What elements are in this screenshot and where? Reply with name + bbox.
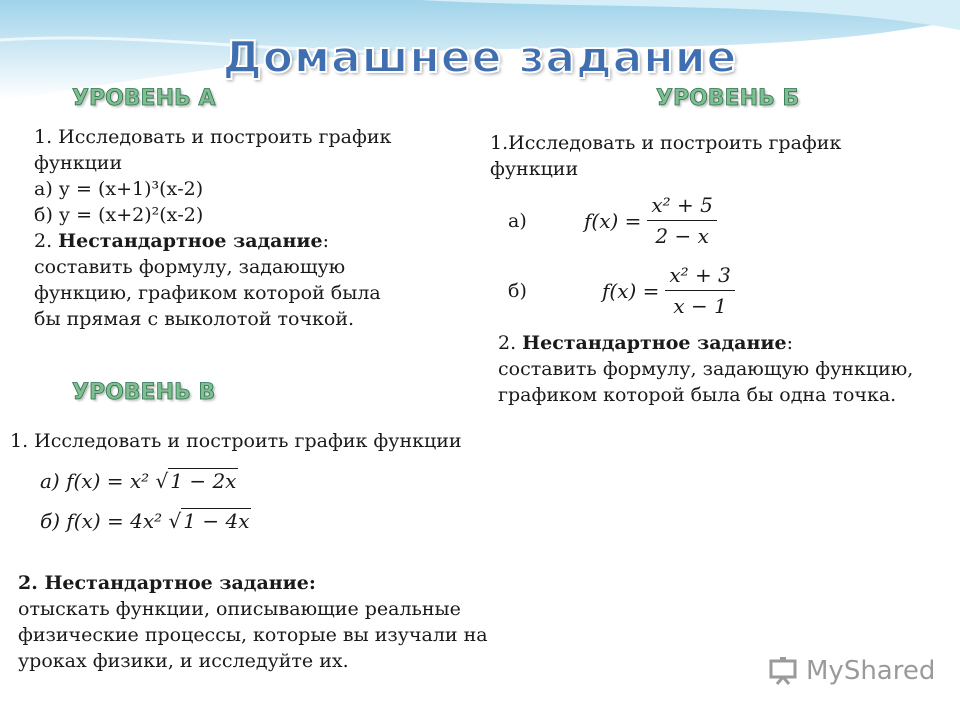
sqrt-radicand: 1 − 4x xyxy=(183,509,250,533)
level-a-task2-line: функцию, графиком которой была xyxy=(34,282,381,304)
fraction-numerator: x² + 5 xyxy=(647,192,717,221)
fraction xyxy=(647,192,717,249)
level-c-task2-line: отыскать функции, описывающие реальные xyxy=(18,598,461,620)
level-c-formula-a xyxy=(40,468,238,494)
sqrt-radicand: 1 − 2x xyxy=(170,469,237,493)
level-c-task2 xyxy=(18,570,558,674)
presentation-board-icon xyxy=(768,657,798,685)
level-a-line: 1. Исследовать и построить график xyxy=(34,126,392,148)
level-b-task2-line: графиком которой была бы одна точка. xyxy=(498,384,897,406)
sqrt-sign: √ xyxy=(155,469,169,493)
level-a-content xyxy=(34,124,434,332)
fraction-denominator: x − 1 xyxy=(673,294,727,318)
formula-lhs: f(x) = xyxy=(584,208,642,233)
level-b-line: функции xyxy=(490,158,579,180)
level-c-line1: 1. Исследовать и построить график функции xyxy=(10,430,462,452)
fraction-denominator: 2 − x xyxy=(655,224,709,248)
level-b-line: 1.Исследовать и построить график xyxy=(490,132,842,154)
level-c-formula-b xyxy=(40,508,251,534)
level-c-task2-line: физические процессы, которые вы изучали на xyxy=(18,624,488,646)
watermark-text: MyShared xyxy=(806,656,936,686)
level-a-task2-line: бы прямая с выколотой точкой. xyxy=(34,308,355,330)
level-b-formula-b xyxy=(602,262,735,319)
level-b-formula-a xyxy=(584,192,717,249)
task2-bold: 2. Нестандартное задание: xyxy=(18,572,316,594)
level-c-heading: УРОВЕНЬ В xyxy=(72,380,216,405)
task2-prefix: 2. xyxy=(34,230,59,252)
formula-prefix: б) f(x) = 4x² xyxy=(40,509,163,533)
level-b-task2 xyxy=(498,330,948,408)
level-a-line: а) у = (х+1)³(х-2) xyxy=(34,178,204,200)
formula-prefix: а) f(x) = x² xyxy=(40,469,150,493)
level-c-task2-line: уроках физики, и исследуйте их. xyxy=(18,650,349,672)
level-b-task2-line: составить формулу, задающую функцию, xyxy=(498,358,914,380)
level-b-label-a: а) xyxy=(508,210,527,232)
task2-colon: : xyxy=(786,332,793,354)
level-b-task2-heading xyxy=(498,330,948,356)
fraction xyxy=(665,262,735,319)
sqrt-sign: √ xyxy=(168,509,182,533)
myshared-watermark xyxy=(768,656,935,686)
fraction-numerator: x² + 3 xyxy=(665,262,735,291)
task2-colon: : xyxy=(322,230,329,252)
level-b-intro xyxy=(490,130,930,182)
level-b-heading: УРОВЕНЬ Б xyxy=(656,86,800,111)
task2-bold: Нестандартное задание xyxy=(522,332,787,354)
formula-lhs: f(x) = xyxy=(602,278,660,303)
level-a-line: функции xyxy=(34,152,123,174)
level-c-task2-heading xyxy=(18,570,558,596)
page-title: Домашнее задание xyxy=(222,32,738,83)
level-b-label-b: б) xyxy=(508,280,527,302)
level-a-line: б) у = (х+2)²(х-2) xyxy=(34,204,204,226)
task2-bold: Нестандартное задание xyxy=(58,230,323,252)
level-a-task2-line: составить формулу, задающую xyxy=(34,256,346,278)
level-a-heading: УРОВЕНЬ А xyxy=(72,86,216,111)
level-a-task2-heading xyxy=(34,228,434,254)
task2-prefix: 2. xyxy=(498,332,523,354)
